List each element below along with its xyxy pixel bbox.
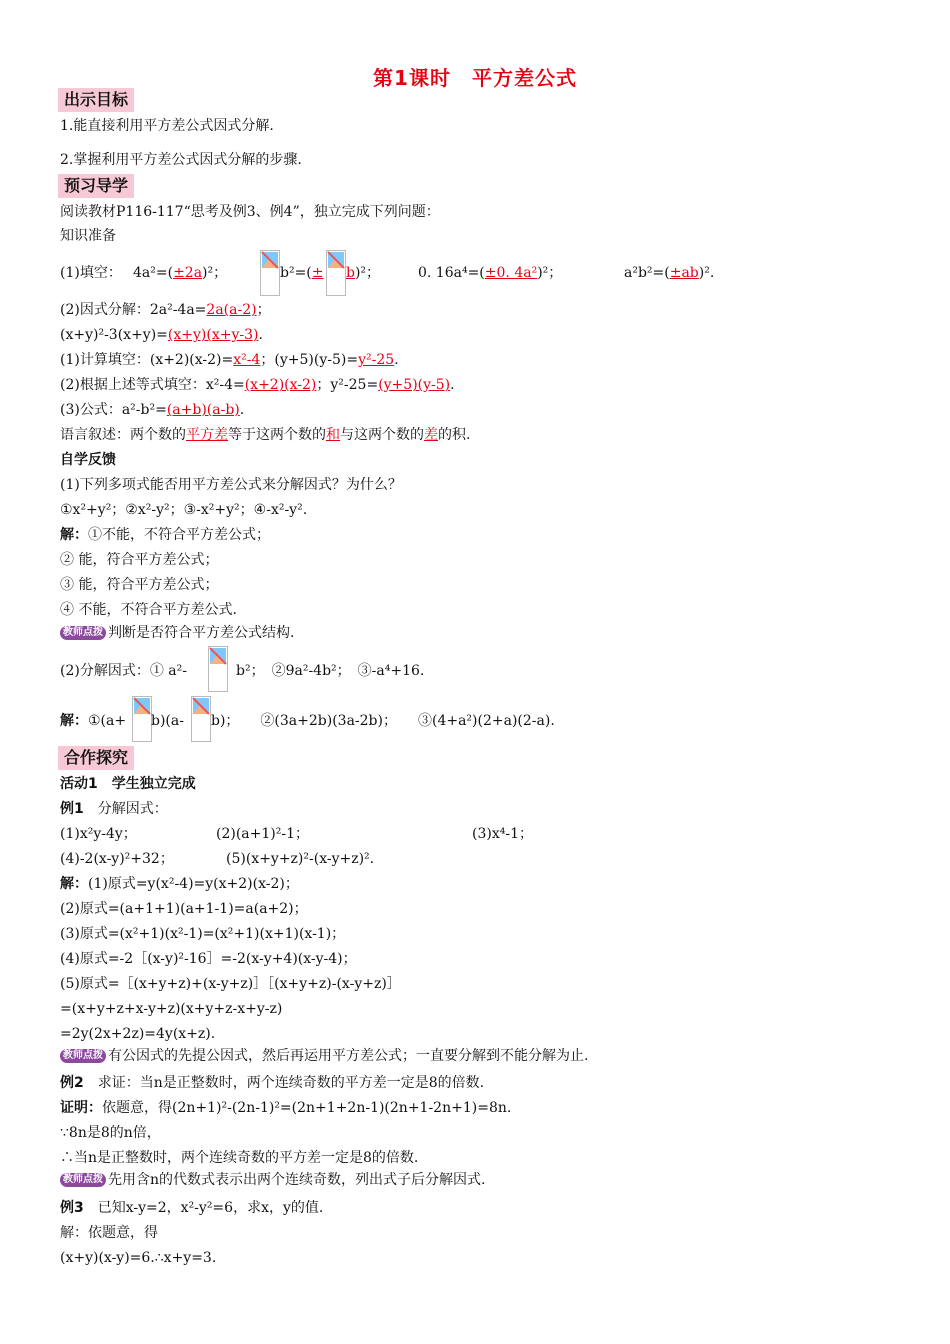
fill-item-2: b²=(± [280, 265, 324, 281]
example-1: 例1 分解因式： [60, 801, 168, 817]
question-2-rest: b²； ②9a²-4b²； ③-a⁴+16. [236, 663, 425, 679]
q2-solution-mid: b)(a- [151, 713, 184, 729]
example-1-solution-5: (5)原式=［(x+y+z)+(x-y+z)］［(x+y+z)-(x-y+z)］ [60, 976, 401, 992]
teacher-tip-badge: 教师点拨 [60, 1173, 106, 1187]
fill-item-4: a²b²=(±ab)². [624, 265, 715, 281]
q1-solution-3: ③ 能，符合平方差公式； [60, 577, 219, 593]
teacher-tip-2: 教师点拨 有公因式的先提公因式，然后再运用平方差公式；一直要分解到不能分解为止. [60, 1046, 588, 1066]
example-3-solution-2: (x+y)(x-y)=6.∴x+y=3. [60, 1250, 217, 1266]
objective-2: 2.掌握利用平方差公式因式分解的步骤. [60, 152, 302, 168]
example-1-part-3: (3)x⁴-1； [472, 826, 533, 842]
example-1-part-5: (5)(x+y+z)²-(x-y+z)². [226, 851, 375, 867]
example-1-part-2: (2)(a+1)²-1； [216, 826, 309, 842]
question-1: (1)下列多项式能否用平方差公式来分解因式？为什么？ [60, 477, 402, 493]
teacher-tip-badge: 教师点拨 [60, 1049, 106, 1063]
activity-heading: 活动1 学生独立完成 [60, 776, 196, 792]
q2-solution: 解：①(a+ [60, 713, 127, 729]
example-2: 例2 求证：当n是正整数时，两个连续奇数的平方差一定是8的倍数. [60, 1075, 485, 1091]
feedback-heading: 自学反馈 [60, 452, 116, 468]
broken-image-icon [191, 696, 211, 742]
factor-line-2: (x+y)²-3(x+y)=(x+y)(x+y-3). [60, 327, 263, 343]
example-1-solution-1: 解：(1)原式=y(x²-4)=y(x+2)(x-2)； [60, 876, 299, 892]
factor-line-1: (2)因式分解：2a²-4a=2a(a-2)； [60, 302, 271, 318]
example-1-solution-2: (2)原式=(a+1+1)(a+1-1)=a(a+2)； [60, 901, 308, 917]
fill-item-3: 0. 16a⁴=(±0. 4a²)²； [418, 265, 563, 281]
example-1-solution-6: =(x+y+z+x-y+z)(x+y+z-x+y-z) [60, 1001, 283, 1017]
example-3: 例3 已知x-y=2，x²-y²=6，求x，y的值. [60, 1200, 324, 1216]
page-title: 第1课时 平方差公式 [373, 66, 577, 90]
example-1-part-1: (1)x²y-4y； [60, 826, 137, 842]
question-1-items: ①x²+y²；②x²-y²；③-x²+y²；④-x²-y². [60, 502, 308, 518]
q1-solution-1: 解：①不能，不符合平方差公式； [60, 527, 270, 543]
example-1-part-4: (4)-2(x-y)²+32； [60, 851, 174, 867]
broken-image-icon [208, 646, 228, 692]
language-line: 语言叙述：两个数的平方差等于这两个数的和与这两个数的差的积. [60, 427, 471, 443]
broken-image-icon [132, 696, 152, 742]
example-3-solution-1: 解：依题意，得 [60, 1225, 158, 1241]
calc-line: (1)计算填空：(x+2)(x-2)=x²-4；(y+5)(y-5)=y²-25. [60, 352, 399, 368]
preview-intro: 阅读教材P116-117“思考及例3、例4”，独立完成下列问题： [60, 204, 440, 220]
objective-1: 1.能直接利用平方差公式因式分解. [60, 118, 274, 134]
example-2-proof-2: ∵8n是8的n倍， [60, 1125, 161, 1141]
example-1-solution-4: (4)原式=-2［(x-y)²-16］=-2(x-y+4)(x-y-4)； [60, 951, 357, 967]
formula-line: (3)公式：a²-b²=(a+b)(a-b). [60, 402, 245, 418]
example-2-proof-1: 证明：依题意，得(2n+1)²-(2n-1)²=(2n+1+2n-1)(2n+1-2n+1)=8n. [60, 1100, 512, 1116]
teacher-tip-badge: 教师点拨 [60, 626, 106, 640]
knowledge-heading: 知识准备 [60, 228, 116, 244]
example-1-solution-3: (3)原式=(x²+1)(x²-1)=(x²+1)(x+1)(x-1)； [60, 926, 346, 942]
q2-solution-end: b)； ②(3a+2b)(3a-2b)； ③(4+a²)(2+a)(2-a). [211, 713, 555, 729]
fill-item-2-end: b)²； [346, 265, 381, 281]
fill-item-1: 4a²=(±2a)²； [133, 265, 228, 281]
fill-label: (1)填空： [60, 265, 122, 281]
section-heading-objectives: 出示目标 [58, 88, 134, 112]
section-heading-preview: 预习导学 [58, 174, 134, 198]
q1-solution-2: ② 能，符合平方差公式； [60, 552, 219, 568]
teacher-tip-3: 教师点拨 先用含n的代数式表示出两个连续奇数，列出式子后分解因式. [60, 1170, 485, 1190]
broken-image-icon [260, 250, 280, 296]
teacher-tip-1: 教师点拨 判断是否符合平方差公式结构. [60, 623, 294, 643]
example-1-solution-7: =2y(2x+2z)=4y(x+z). [60, 1026, 216, 1042]
example-2-proof-3: ∴当n是正整数时，两个连续奇数的平方差一定是8的倍数. [60, 1150, 419, 1166]
question-2: (2)分解因式：① a²- [60, 663, 187, 679]
broken-image-icon [326, 250, 346, 296]
q1-solution-4: ④ 不能，不符合平方差公式. [60, 602, 237, 618]
section-heading-explore: 合作探究 [58, 746, 134, 770]
by-equation-line: (2)根据上述等式填空：x²-4=(x+2)(x-2)；y²-25=(y+5)(y-5). [60, 377, 455, 393]
